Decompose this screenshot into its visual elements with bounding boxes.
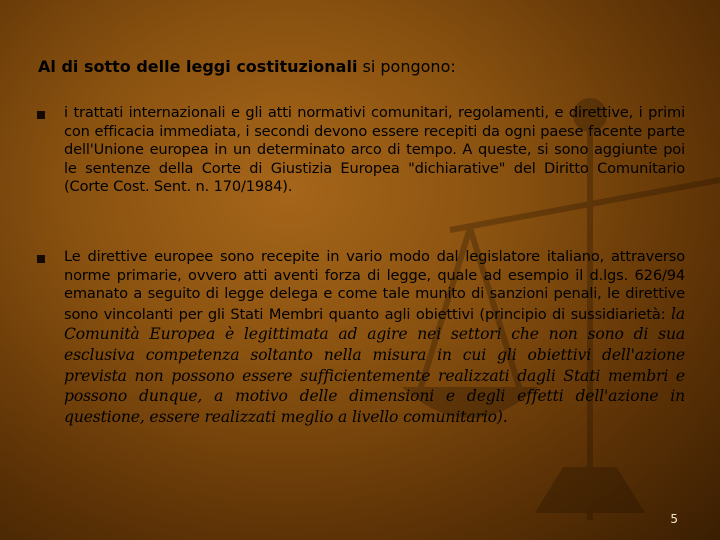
bullet-text-normal: Le direttive europee sono recepite in vario modo dal legislatore italiano, attraverso norme primarie, ovvero atti aventi forza di legge, quale ad esempio il d.lgs. 626/94 emanato a seguito di legge delega e come tale munito di sanzioni penali, le direttive sono vincolanti per gli Stati Membri quanto agli obiettivi (principio di sussidiarietà:: [64, 248, 685, 323]
heading-normal-text: si pongono:: [357, 57, 456, 76]
bullet-item-directives: [37, 248, 685, 427]
bullet-text: i trattati internazionali e gli atti normativi comunitari, regolamenti, e direttive, i primi con efficacia immediata, i secondi devono essere recepiti da ogni paese facente parte dell'Unione europea in un determinato arco di tempo. A queste, si sono aggiunte poi le sentenze della Corte di Giustizia Europea "dichiarative" del Diritto Comunitario (Corte Cost. Sent. n. 170/1984).: [64, 104, 685, 196]
bullet-text: [64, 248, 685, 427]
bullet-text-italic: la Comunità Europea è legittimata ad agire nei settori che non sono di sua esclusiva competenza soltanto nella misura in cui gli obiettivi dell'azione prevista non possono essere sufficientemente realizzati dagli Stati membri e possono dunque, a motivo delle dimensioni e degli effetti dell'azione in questione, essere realizzati meglio a livello comunitario).: [64, 304, 685, 426]
page-number: 5: [670, 512, 678, 526]
bullet-item-treaties: [37, 104, 685, 197]
square-bullet-icon: [37, 111, 45, 119]
square-bullet-icon: [37, 255, 45, 263]
heading-bold-text: Al di sotto delle leggi costituzionali: [38, 57, 358, 76]
slide-heading: [38, 56, 688, 78]
